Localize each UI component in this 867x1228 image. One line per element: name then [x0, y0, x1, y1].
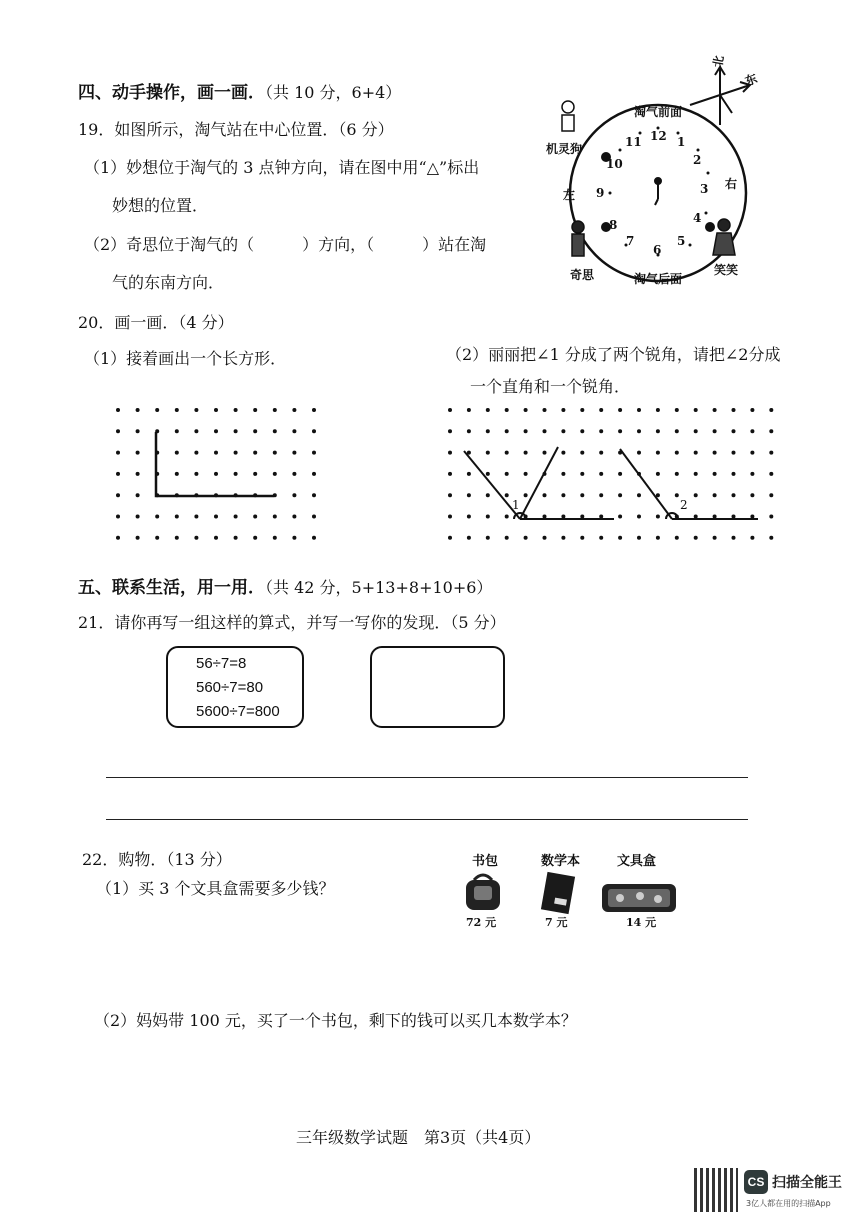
- q20-part2-line1: （2）丽丽把∠1 分成了两个锐角，请把∠2分成: [446, 345, 781, 364]
- section5-heading: 五、联系生活，用一用．: [78, 578, 265, 598]
- clock-number-9: 9: [596, 186, 605, 200]
- q20-title: 20．画一画．（4 分）: [78, 313, 234, 332]
- item-bag-price: 72 元: [466, 916, 497, 929]
- clock-number-3: 3: [700, 182, 709, 196]
- clock-number-7: 7: [626, 234, 635, 248]
- person-jilinggou: 机灵狗: [546, 142, 583, 156]
- person-xiaoxiao: 笑笑: [714, 263, 739, 277]
- equation-1: 56÷7=8: [196, 655, 247, 672]
- q19-title: 19．如图所示，淘气站在中心位置．（6 分）: [78, 120, 394, 139]
- backpack-icon: [466, 875, 500, 910]
- clock-number-4: 4: [693, 211, 702, 225]
- item-notebook-price: 7 元: [545, 916, 568, 929]
- compass-north: 北: [710, 54, 727, 69]
- compass-east: 东: [743, 71, 760, 89]
- clock-number-5: 5: [677, 234, 686, 248]
- q22-title: 22．购物．（13 分）: [82, 850, 232, 869]
- clock-label-left: 左: [563, 188, 576, 202]
- clock-number-1: 1: [677, 135, 686, 149]
- clock-number-6: 6: [653, 243, 662, 257]
- q19-part2-line1: （2）奇思位于淘气的（ ）方向，（ ）站在淘: [84, 235, 487, 254]
- equation-3: 5600÷7=800: [196, 703, 280, 720]
- q19-part2-line2: 气的东南方向．: [112, 273, 225, 292]
- section4-score: （共 10 分，6+4）: [265, 83, 402, 102]
- q21-title: 21．请你再写一组这样的算式，并写一写你的发现．（5 分）: [78, 613, 506, 632]
- clock-number-8: 8: [609, 218, 618, 232]
- watermark-tagline: 3亿人都在用的扫描App: [746, 1199, 831, 1208]
- q22-part2: （2）妈妈带 100 元，买了一个书包，剩下的钱可以买几本数学本？: [94, 1011, 577, 1030]
- watermark-app-name: 扫描全能王: [772, 1175, 842, 1191]
- item-notebook-name: 数学本: [541, 854, 581, 869]
- q19-part1-line1: （1）妙想位于淘气的 3 点钟方向，请在图中用“△”标出: [84, 158, 480, 177]
- clock-label-right: 右: [725, 177, 738, 191]
- clock-label-top: 淘气前面: [634, 105, 683, 119]
- q20-part2-line2: 一个直角和一个锐角．: [470, 377, 631, 396]
- q22-part1: （1）买 3 个文具盒需要多少钱？: [96, 879, 335, 898]
- q20-part1: （1）接着画出一个长方形．: [84, 349, 287, 368]
- q19-part1-line2: 妙想的位置．: [112, 196, 209, 215]
- clock-number-12: 12: [650, 129, 667, 143]
- camscanner-logo-icon: CS: [744, 1170, 768, 1194]
- clock-number-11: 11: [625, 135, 642, 149]
- item-pencilbox-name: 文具盒: [617, 854, 657, 869]
- item-bag-name: 书包: [472, 854, 499, 869]
- pencil-box-icon: [602, 884, 676, 912]
- angle2-label: 2: [680, 498, 688, 512]
- notebook-icon: [541, 872, 575, 914]
- equation-2: 560÷7=80: [196, 679, 264, 696]
- angle1-label: 1: [512, 498, 520, 512]
- clock-number-2: 2: [693, 153, 702, 167]
- section5-score: （共 42 分，5+13+8+10+6）: [265, 578, 493, 597]
- person-qisi: 奇思: [570, 268, 595, 282]
- clock-number-10: 10: [606, 157, 623, 171]
- page-footer: 三年级数学试题 第3页（共4页）: [296, 1128, 541, 1147]
- item-pencilbox-price: 14 元: [626, 916, 657, 929]
- qr-code-icon: [694, 1168, 738, 1212]
- clock-label-bottom: 淘气后面: [634, 272, 683, 286]
- section4-heading: 四、动手操作，画一画．: [78, 83, 265, 103]
